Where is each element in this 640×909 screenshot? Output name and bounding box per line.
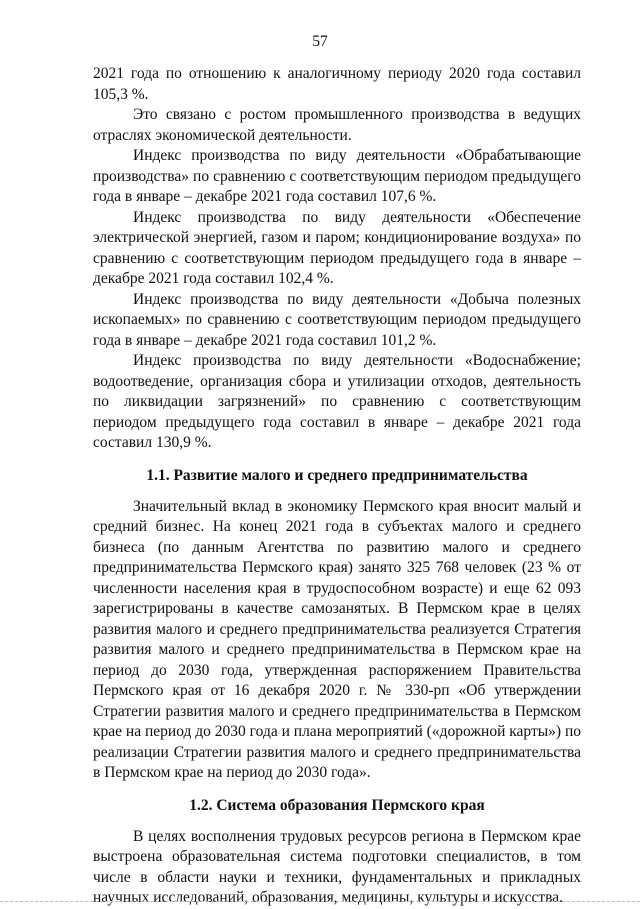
paragraph: Индекс производства по виду деятельности «Добыча полезных ископаемых» по сравнению с соответствующим периодом предыдущего года в январе – декабре 2021 года составил 101,2 %. [93, 290, 581, 349]
section-heading-1-2: 1.2. Система образования Пермского края [189, 796, 485, 814]
page-content [93, 64, 581, 909]
paragraph: Индекс производства по виду деятельности «Обрабатывающие производства» по сравнению с соответствующим периодом предыдущего года в январе – декабре 2021 года составил 107,6 %. [93, 147, 581, 205]
page-number: 57 [312, 33, 328, 50]
paragraph: 2021 года по отношению к аналогичному периоду 2020 года составил 105,3 %. [93, 65, 581, 103]
section-heading-1-1: 1.1. Развитие малого и среднего предпринимательства [146, 466, 528, 484]
paragraph: Индекс производства по виду деятельности «Обеспечение электрической энергией, газом и паром; кондиционирование воздуха» по сравнению с соответствующим периодом предыдущего года в январе – декабре 2021 года составил 102,4 %. [93, 208, 581, 287]
paragraph: Значительный вклад в экономику Пермского края вносит малый и средний бизнес. На конец 2021 года в субъектах малого и среднего бизнеса (по данным Агентства по развитию малого и среднего предпринимательства Пермского края) занято 325 768 человек (23 % от численности населения края в трудоспособном возрасте) и еще 62 093 зарегистрированы в качестве самозанятых. В Пермском крае в целях развития малого и среднего предпринимательства реализуется Стратегия развития малого и среднего предпринимательства в Пермском крае на период до 2030 года, утвержденная распоряжением Правительства Пермского края от 16 декабря 2020 г. № 330-рп «Об утверждении Стратегии развития малого и среднего предпринимательства в Пермском крае на период до 2030 года и плана мероприятий («дорожной карты») по реализации Стратегии развития малого и среднего предпринимательства в Пермском крае на период до 2030 года». [93, 497, 581, 781]
paragraph: Индекс производства по виду деятельности «Водоснабжение; водоотведение, организация сбора и утилизации отходов, деятельность по ликвидации загрязнений» по сравнению с соответствующим периодом предыдущего года составил в январе – декабре 2021 года составил 130,9 %. [93, 352, 581, 451]
scan-edge-divider [0, 901, 640, 903]
paragraph: В целях восполнения трудовых ресурсов региона в Пермском крае выстроена образовательная система подготовки специалистов, в том числе в области науки и техники, фундаментальных и прикладных научных исследований, образования, медицины, культуры и искусства. [93, 827, 581, 906]
paragraph: Это связано с ростом промышленного производства в ведущих отраслях экономической деятельности. [93, 106, 581, 144]
